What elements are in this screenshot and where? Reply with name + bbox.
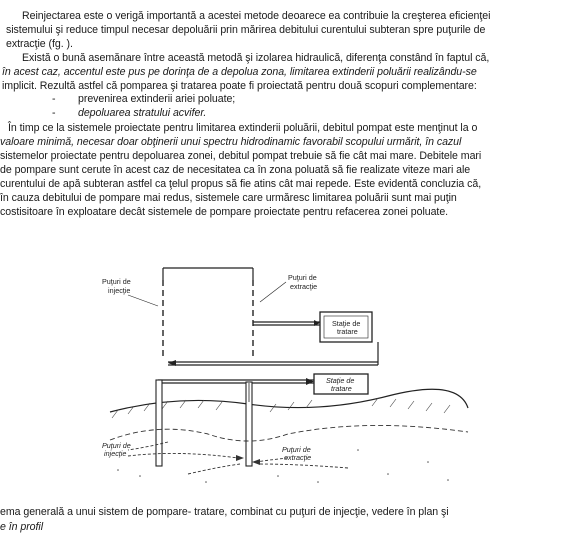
text-line: valoare minimă, necesar doar obţinerii unui spectru hidrodinamic favorabil scopului urmărit, în cazul bbox=[0, 136, 462, 148]
text-line: sistemelor proiectate pentru depoluarea zonei, debitul pompat trebuie să fie cât mai mare. Debitele mari bbox=[0, 150, 482, 162]
svg-text:injecţie: injecţie bbox=[108, 286, 131, 295]
injection-well-profile bbox=[156, 380, 162, 466]
text-line: Există o bună asemănare între această metodă şi izolarea hidraulică, diferenţa constând în faptul că, bbox=[22, 52, 490, 64]
bullet-item: prevenirea extinderii ariei poluate; bbox=[78, 93, 236, 105]
bullet-marker: - bbox=[52, 93, 56, 105]
text-line: în cauza debitului de pompare mai redus, sistemele care urmăresc limitarea poluării sunt mai puţin bbox=[0, 192, 457, 204]
text-line: de pompare sunt cerute în acest caz de necesitatea ca în zona poluată să fie realizate viteze mari ale bbox=[0, 164, 471, 176]
label-injection-wells-bottom: Puţuri de bbox=[102, 441, 131, 450]
svg-text:tratare: tratare bbox=[331, 384, 352, 393]
text-line: Reinjectarea este o verigă importantă a acestei metode deoarece ea contribuie la creşterea eficienţei bbox=[22, 10, 491, 22]
bullet-marker: - bbox=[52, 107, 56, 119]
figure-caption: ema generală a unui sistem de pompare- tratare, combinat cu puţuri de injecţie, vedere în plan şi bbox=[0, 506, 449, 518]
text-line: extracţie (fg. ). bbox=[6, 38, 73, 50]
text-line: în acest caz, accentul este pus pe dorinţa de a depolua zona, limitarea extinderii poluării realizându-se bbox=[2, 66, 477, 78]
text-line: În timp ce la sistemele proiectate pentru limitarea extinderii poluării, debitul pompat este menţinut la o bbox=[8, 122, 478, 134]
label-treatment-station-bottom: Staţie de bbox=[326, 376, 355, 385]
bullet-item: depoluarea stratului acvifer. bbox=[78, 107, 207, 119]
label-treatment-station-top: Staţie de bbox=[332, 319, 361, 328]
text-line: implicit. Rezultă astfel că pomparea şi tratarea poate fi proiectată pentru două scopuri complementare: bbox=[2, 80, 477, 92]
svg-text:extracţie: extracţie bbox=[290, 282, 318, 291]
svg-text:injecţie: injecţie bbox=[104, 449, 127, 458]
svg-text:extracţie: extracţie bbox=[284, 453, 312, 462]
figure-caption: e în profil bbox=[0, 521, 44, 533]
pump-treat-diagram bbox=[88, 262, 488, 490]
label-extraction-wells-bottom: Puţuri de bbox=[282, 445, 311, 454]
text-line: costisitoare în exploatare decât sistemele de pompare proiectate pentru refacerea zonei poluate. bbox=[0, 206, 449, 218]
label-injection-wells-top: Puţuri de bbox=[102, 277, 131, 286]
text-line: curentului de apă subteran astfel ca ţelul propus să fie atins cât mai repede. Este evidentă concluzia că, bbox=[0, 178, 482, 190]
water-table bbox=[110, 425, 468, 441]
label-extraction-wells-top: Puţuri de bbox=[288, 273, 317, 282]
svg-text:tratare: tratare bbox=[337, 327, 358, 336]
text-line: sistemului şi reduce timpul necesar depoluării prin mărirea debitului curentului subteran spre puţurile de bbox=[6, 24, 486, 36]
